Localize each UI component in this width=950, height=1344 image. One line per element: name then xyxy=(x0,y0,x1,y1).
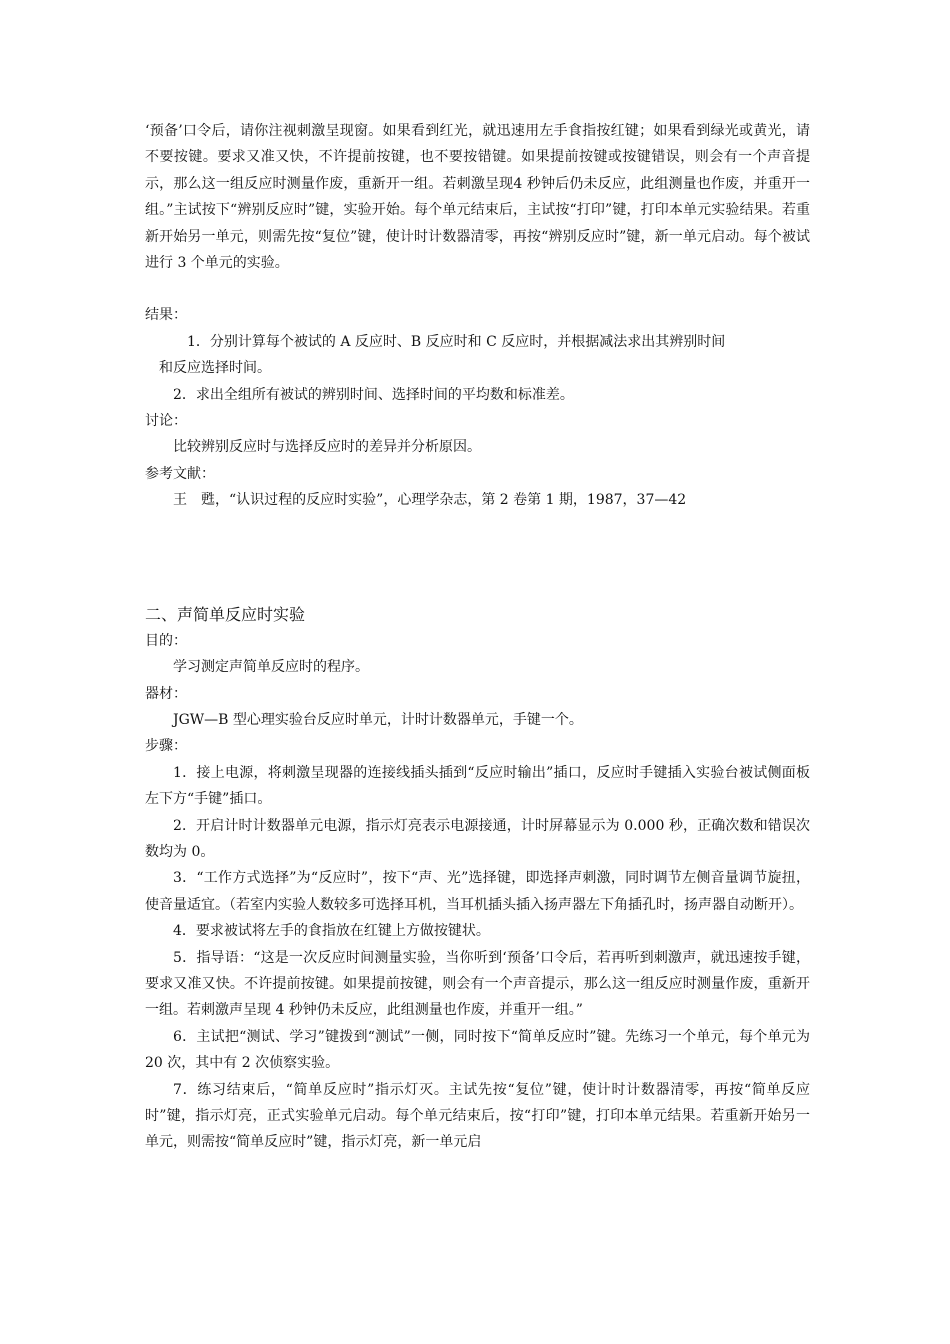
step-item: 6．主试把“测试、学习”键拨到“测试”一侧，同时按下“简单反应时”键。先练习一个单元，每个单元为 20 次，其中有 2 次侦察实验。 xyxy=(145,1028,810,1072)
results-item-1-line-2: 和反应选择时间。 xyxy=(159,360,271,377)
continuation-paragraph: ‘预备’口令后，请你注视刺激呈现窗。如果看到红光，就迅速用左手食指按红键；如果看到绿光或黄光，请不要按键。要求又准又快，不许提前按键，也不要按错键。如果提前按键或按键错误，则会有一个声音提示，那么这一组反应时测量作废，重新开一组。若刺激呈现4 秒钟后仍未反应，此组测量也作废，并重开一组。”主试按下“辨别反应时”键，实验开始。每个单元结束后，主试按“打印”键，打印本单元实验结果。若重新开始另一单元，则需先按“复位”键，使计时计数器清零，再按“辨别反应时”键，新一单元启动。每个被试进行 3 个单元的实验。 xyxy=(145,123,810,272)
equipment-label: 器材： xyxy=(145,685,187,702)
spacer xyxy=(145,276,810,302)
step-item: 4．要求被试将左手的食指放在红键上方做按键状。 xyxy=(173,923,490,940)
results-label: 结果： xyxy=(145,307,187,324)
discussion-label: 讨论： xyxy=(145,413,187,430)
section-title: 二、声简单反应时实验 xyxy=(145,604,306,624)
step-item: 1．接上电源，将刺激呈现器的连接线插头插到“反应时输出”插口，反应时手键插入实验台被试侧面板左下方“手键”插口。 xyxy=(145,764,810,808)
results-item-1-line-1: 1．分别计算每个被试的 A 反应时、B 反应时和 C 反应时，并根据减法求出其辨别时间 xyxy=(187,333,726,350)
steps-label: 步骤： xyxy=(145,738,187,755)
references-text: 王 甦，“认识过程的反应时实验”，心理学杂志，第 2 卷第 1 期，1987，37—42 xyxy=(173,492,687,509)
spacer xyxy=(145,514,810,602)
step-item: 7．练习结束后，“简单反应时”指示灯灭。主试先按“复位”键，使计时计数器清零，再按“简单反应时”键，指示灯亮，正式实验单元启动。每个单元结束后，按“打印”键，打印本单元结果。若重新开始另一单元，则需按“简单反应时”键，指示灯亮，新一单元启 xyxy=(145,1081,810,1151)
step-item: 3．“工作方式选择”为“反应时”，按下“声、光”选择键，即选择声刺激，同时调节左侧音量调节旋扭，使音量适宜。（若室内实验人数较多可选择耳机，当耳机插头插入扬声器左下角插孔时，扬声器自动断开）。 xyxy=(145,870,810,913)
references-label: 参考文献： xyxy=(145,465,215,482)
purpose-text: 学习测定声简单反应时的程序。 xyxy=(173,659,369,676)
purpose-label: 目的： xyxy=(145,632,187,649)
results-item-2: 2．求出全组所有被试的辨别时间、选择时间的平均数和标准差。 xyxy=(173,386,574,403)
step-item: 2．开启计时计数器单元电源，指示灯亮表示电源接通，计时屏幕显示为 0.000 秒，正确次数和错误次数均为 0。 xyxy=(145,817,810,860)
step-item: 5．指导语：“这是一次反应时间测量实验，当你听到‘预备’口令后，若再听到刺激声，就迅速按手键，要求又准又快。不许提前按键。如果提前按键，则会有一个声音提示，那么这一组反应时测量作废，重新开一组。若刺激声呈现 4 秒钟仍未反应，此组测量也作废，并重开一组。” xyxy=(145,949,810,1019)
results-item-1 xyxy=(145,329,810,382)
document-page xyxy=(145,118,810,1156)
discussion-text: 比较辨别反应时与选择反应时的差异并分析原因。 xyxy=(173,439,481,456)
equipment-text: JGW—B 型心理实验台反应时单元，计时计数器单元，手键一个。 xyxy=(173,711,583,728)
